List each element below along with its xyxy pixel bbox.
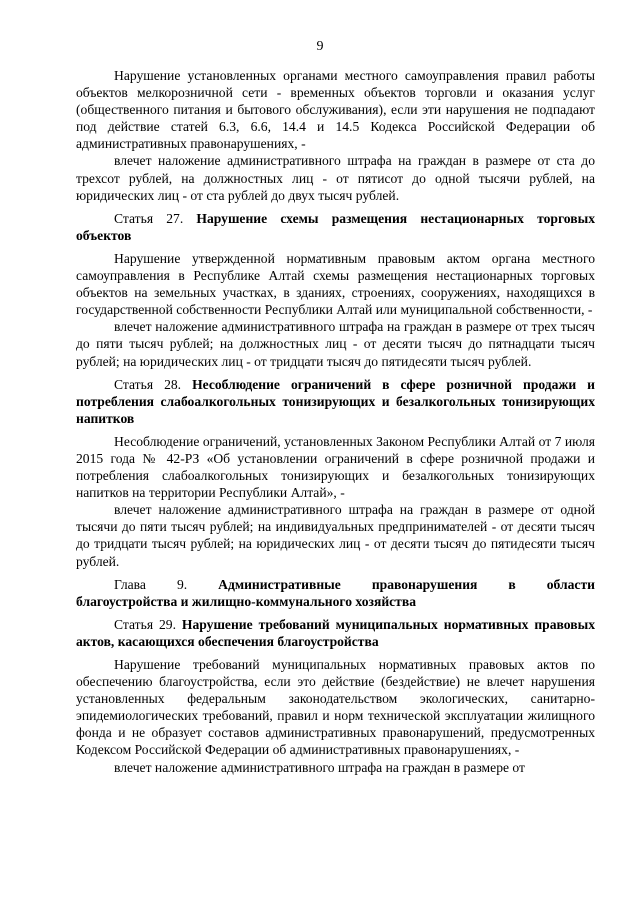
article-title: Несоблюдение ограничений в сфере розничной продажи и потребления слабоалкогольных тонизирующих и безалкогольных тонизирующих напитков bbox=[76, 376, 595, 426]
paragraph: Несоблюдение ограничений, установленных Законом Республики Алтай от 7 июля 2015 года № 42-РЗ «Об установлении ограничений в сфере розничной продажи и потребления слабоалкогольных тонизирующих и безалкогольных тонизирующих напитков на территории Республики Алтай», - bbox=[76, 433, 595, 501]
article-prefix: Статья 28. bbox=[114, 376, 182, 392]
article-27-heading bbox=[76, 210, 595, 244]
chapter-heading-line bbox=[76, 576, 595, 593]
chapter-title-line: благоустройства и жилищно-коммунального хозяйства bbox=[76, 593, 417, 609]
chapter-word: Административные bbox=[218, 576, 341, 592]
paragraph: Нарушение установленных органами местного самоуправления правил работы объектов мелкорозничной сети - временных объектов торговли и оказания услуг (общественного питания и бытового обслуживания), если эти нарушения не подпадают под действие статей 6.3, 6.6, 14.4 и 14.5 Кодекса Российской Федерации об административных правонарушениях, - bbox=[76, 68, 595, 152]
article-prefix: Статья 29. bbox=[114, 616, 176, 632]
article-28-heading bbox=[76, 376, 595, 427]
chapter-word: правонарушения bbox=[371, 576, 478, 592]
paragraph: влечет наложение административного штрафа на граждан в размере от ста до трехсот рублей, на должностных лиц - от пятисот до одной тысячи рублей, на юридических лиц - от ста рублей до двух тысяч рублей. bbox=[76, 153, 595, 203]
paragraph: влечет наложение административного штрафа на граждан в размере от bbox=[114, 759, 525, 775]
page-number: 9 bbox=[316, 39, 324, 54]
paragraph: Нарушение требований муниципальных нормативных правовых актов по обеспечению благоустройства, если это действие (бездействие) не влечет нарушения установленных федеральным законодательством экологических, санитарно-эпидемиологических требований, правил и норм технической эксплуатации жилищного фонда и не образует составов административных правонарушений, предусмотренных Кодексом Российской Федерации об административных правонарушениях, - bbox=[76, 657, 595, 758]
paragraph: Нарушение утвержденной нормативным правовым актом органа местного самоуправления в Республике Алтай схемы размещения нестационарных торговых объектов на земельных участках, в зданиях, строениях, сооружениях, находящихся в государственной собственности Республики Алтай или муниципальной собственности, - bbox=[76, 250, 595, 318]
article-title: Нарушение схемы размещения нестационарных торговых объектов bbox=[76, 210, 595, 243]
paragraph: влечет наложение административного штрафа на граждан в размере от трех тысяч до пяти тысяч рублей; на должностных лиц - от десяти тысяч до пятнадцати тысяч рублей; на юридических лиц - от тридцати тысяч до пятидесяти тысяч рублей. bbox=[76, 319, 595, 369]
article-prefix: Статья 27. bbox=[114, 210, 184, 226]
paragraph: влечет наложение административного штрафа на граждан в размере от одной тысячи до пяти тысяч рублей; на индивидуальных предпринимателей - от десяти тысяч до тридцати тысяч рублей; на юридических лиц - от десяти тысяч до пятидесяти тысяч рублей. bbox=[76, 502, 595, 569]
chapter-word: в bbox=[508, 576, 516, 592]
chapter-word: области bbox=[546, 576, 595, 592]
chapter-number: 9. bbox=[176, 576, 188, 592]
document-body bbox=[76, 67, 595, 776]
chapter-9-heading bbox=[76, 576, 595, 610]
article-title: Нарушение требований муниципальных нормативных правовых актов, касающихся обеспечения благоустройства bbox=[76, 616, 595, 649]
article-29-heading bbox=[76, 616, 595, 650]
chapter-word: Глава bbox=[114, 576, 146, 592]
